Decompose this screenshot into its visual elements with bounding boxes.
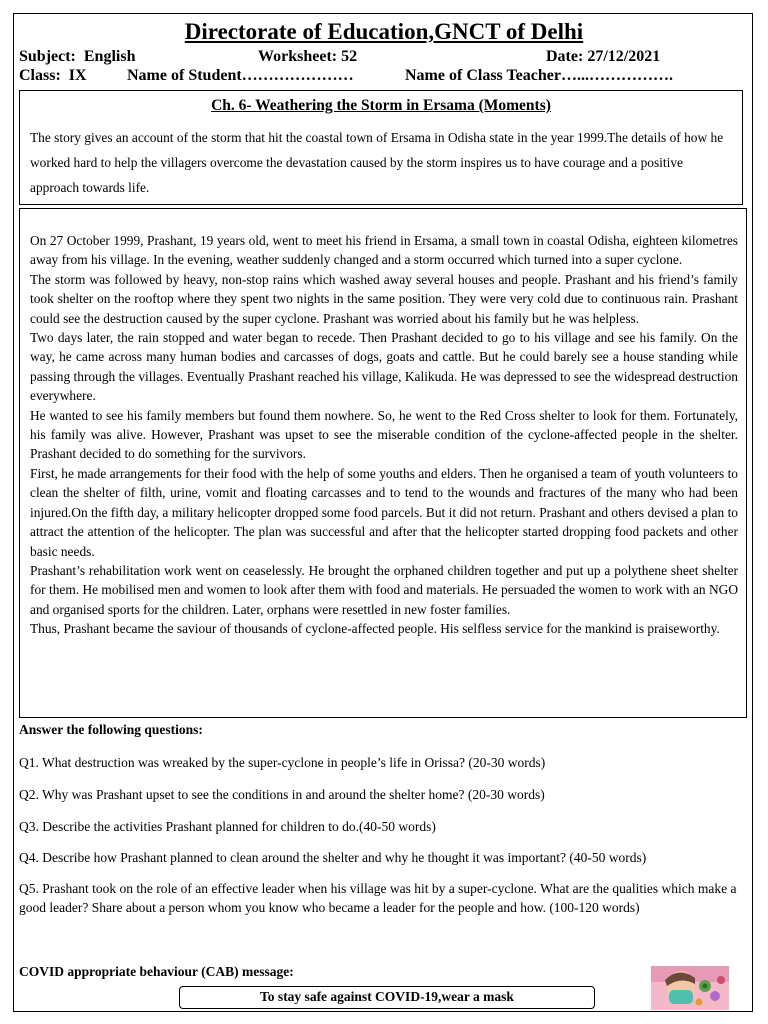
story-paragraph: On 27 October 1999, Prashant, 19 years old, went to meet his friend in Ersama, a small town in coastal Odisha, eighteen kilometres away from his village. In the evening, weather suddenly changed and a storm occurred which turned into a super cyclone. bbox=[30, 233, 738, 268]
question-3: Q3. Describe the activities Prashant planned for children to do.(40-50 words) bbox=[19, 819, 436, 834]
date-label: Date: 27/12/2021 bbox=[546, 48, 661, 65]
mask-illustration bbox=[651, 966, 729, 1010]
story-paragraph: Prashant’s rehabilitation work went on ceaselessly. He brought the orphaned children together and put up a polythene sheet shelter for them. He mobilised men and women to look after them with food and materials. He persuaded the women to work with an NGO and organised sports for the children. Later, orphans were resettled in new foster families. bbox=[30, 562, 738, 617]
question-2: Q2. Why was Prashant upset to see the conditions in and around the shelter home? (20-30 words) bbox=[19, 787, 545, 802]
page-title: Directorate of Education,GNCT of Delhi bbox=[184, 19, 584, 44]
subject-label: Subject: English bbox=[19, 48, 136, 65]
cab-message: To stay safe against COVID-19,wear a mask bbox=[179, 986, 595, 1009]
worksheet-label: Worksheet: 52 bbox=[258, 48, 358, 65]
story-box bbox=[19, 208, 747, 718]
intro-box bbox=[19, 90, 743, 205]
class-teacher-field: Name of Class Teacher…...……………. bbox=[405, 67, 673, 84]
question-5: Q5. Prashant took on the role of an effective leader when his village was hit by a super-cyclone. What are the qualities which make a good leader? Share about a person whom you know who became a leader for the people and how. (100-120 words) bbox=[19, 881, 737, 915]
question-1: Q1. What destruction was wreaked by the super-cyclone in people’s life in Orissa? (20-30 words) bbox=[19, 755, 546, 770]
class-label: Class: IX bbox=[19, 67, 87, 84]
story-paragraph: Thus, Prashant became the saviour of thousands of cyclone-affected people. His selfless service for the mankind is praiseworthy. bbox=[30, 621, 720, 637]
chapter-title: Ch. 6- Weathering the Storm in Ersama (Moments) bbox=[211, 97, 551, 114]
intro-text: The story gives an account of the storm that hit the coastal town of Ersama in Odisha state in the year 1999.The details of how he worked hard to help the villagers overcome the devastation caused by the storm inspires us to have courage and a positive approach towards life. bbox=[30, 130, 724, 195]
story-text bbox=[30, 231, 738, 639]
story-paragraph: The storm was followed by heavy, non-stop rains which washed away several houses and people. Prashant and his friend’s family took shelter on the rooftop where they spent two nights in the same position. They were very cold due to continuous rain. Prashant could see the destruction caused by the super cyclone. Prashant was worried about his family but he was helpless. bbox=[30, 271, 738, 326]
cab-label: COVID appropriate behaviour (CAB) message: bbox=[19, 964, 294, 979]
story-paragraph: First, he made arrangements for their food with the help of some youths and elders. Then he organised a team of youth volunteers to clean the shelter of filth, urine, vomit and floating carcasses and to tend to the wounds and fractures of the many who had been injured.On the fifth day, a military helicopter dropped some food parcels. But it did not return. Prashant and others devised a plan to attract the attention of the helicopter. The plan was successful and after that the helicopter started dropping food packets and other basic needs. bbox=[30, 465, 738, 559]
story-paragraph: He wanted to see his family members but found them nowhere. So, he went to the Red Cross shelter to look for them. Fortunately, his family was alive. However, Prashant was upset to see the miserable condition of the cyclone-affected people in the shelter. Prashant decided to do something for the survivors. bbox=[30, 407, 738, 462]
questions-heading: Answer the following questions: bbox=[19, 722, 203, 737]
question-4: Q4. Describe how Prashant planned to clean around the shelter and why he thought it was important? (40-50 words) bbox=[19, 850, 647, 865]
story-paragraph: Two days later, the rain stopped and water began to recede. Then Prashant decided to go to his village and see his family. On the way, he came across many human bodies and carcasses of dogs, goats and cattle. But he could barely see a house standing while passing through the villages. Eventually Prashant reached his village, Kalikuda. He was depressed to see the widespread destruction everywhere. bbox=[30, 330, 738, 404]
student-name-field: Name of Student………………… bbox=[127, 67, 354, 84]
